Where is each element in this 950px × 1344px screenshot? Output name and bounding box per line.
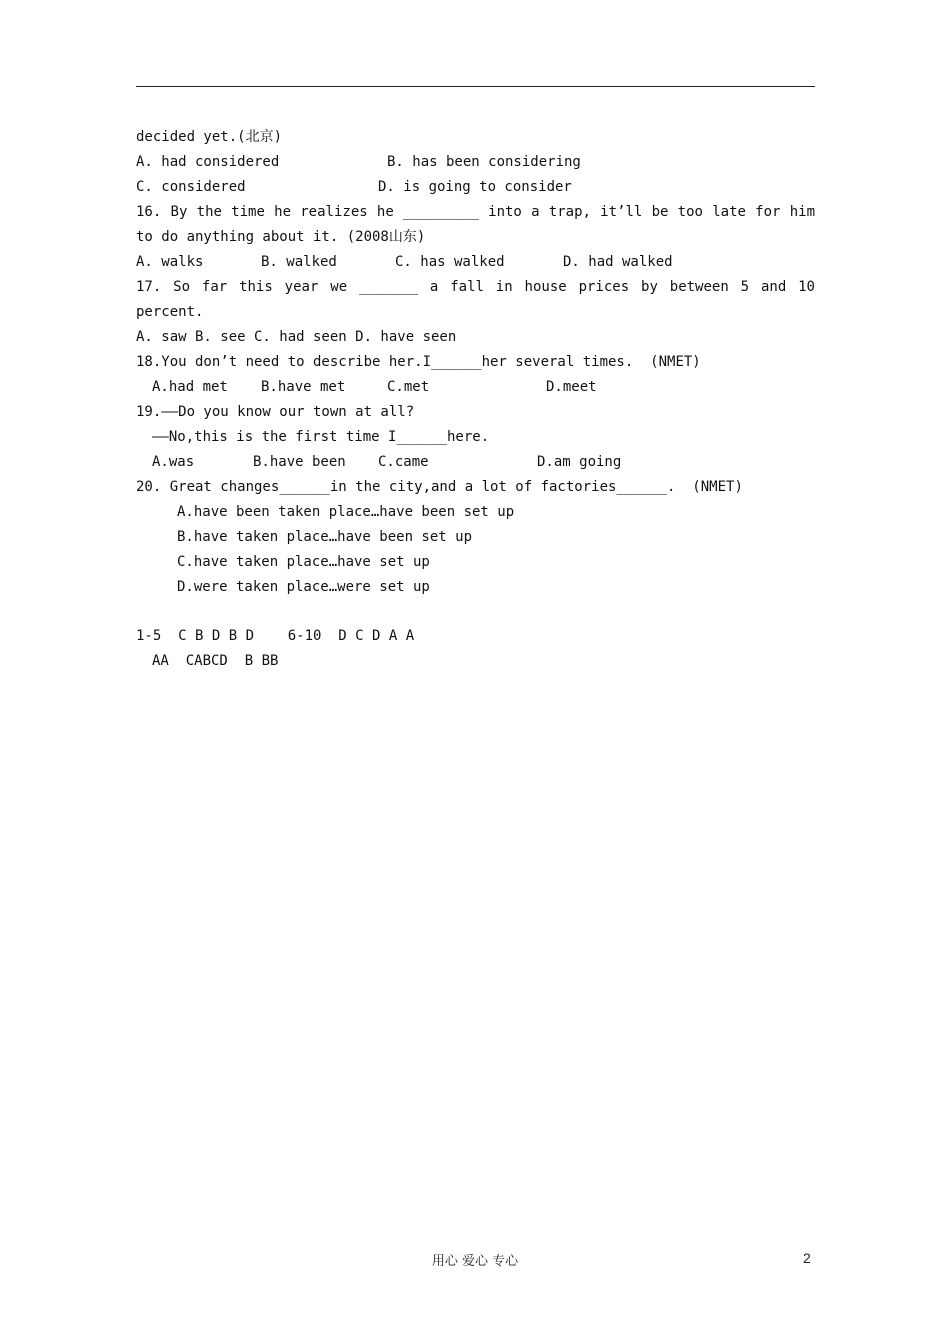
header-rule <box>136 86 815 87</box>
option-d: D. had walked <box>563 254 673 270</box>
option-c: C.met <box>387 379 430 395</box>
question-18: 18.You don’t need to describe her.I______her several times. (NMET) <box>136 354 701 370</box>
text-line: ——No,this is the first time I______here. <box>152 429 490 445</box>
option-b: B.have met <box>261 379 346 395</box>
option-c: C. has walked <box>395 254 505 270</box>
option-row <box>136 450 815 475</box>
option-a: A.had met <box>152 379 228 395</box>
option-row <box>136 375 815 400</box>
spacer <box>136 600 815 624</box>
option-a: A. had considered <box>136 154 280 170</box>
option-d: D. is going to consider <box>378 179 572 195</box>
option-b: B. has been considering <box>387 154 581 170</box>
option-c: C.have taken place…have set up <box>177 554 430 570</box>
document-body <box>136 125 815 674</box>
text-line: percent. <box>136 304 204 320</box>
footer-motto: 用心 爱心 专心 <box>431 1254 519 1269</box>
option-a: A.was <box>152 454 195 470</box>
answer-key: AA CABCD B BB <box>152 653 279 669</box>
option-d: D.am going <box>537 454 622 470</box>
option-c: C. considered <box>136 179 246 195</box>
question-19: 19.——Do you know our town at all? <box>136 404 415 420</box>
option-row: A. saw B. see C. had seen D. have seen <box>136 329 457 345</box>
answer-key: 1-5 C B D B D 6-10 D C D A A <box>136 628 415 644</box>
option-row <box>136 175 815 200</box>
option-row <box>136 250 815 275</box>
option-b: B. walked <box>261 254 337 270</box>
option-b: B.have been <box>253 454 346 470</box>
text-line: decided yet.(北京) <box>136 129 283 145</box>
page-number: 2 <box>803 1250 811 1266</box>
text-line: to do anything about it. (2008山东) <box>136 229 426 245</box>
option-d: D.meet <box>546 379 597 395</box>
option-row <box>136 150 815 175</box>
option-d: D.were taken place…were set up <box>177 579 430 595</box>
option-a: A.have been taken place…have been set up <box>177 504 515 520</box>
question-20: 20. Great changes______in the city,and a lot of factories______. (NMET) <box>136 479 743 495</box>
option-c: C.came <box>378 454 429 470</box>
question-16: 16. By the time he realizes he _________ into a trap, it’ll be too late for him <box>136 204 815 220</box>
question-17: 17. So far this year we _______ a fall in house prices by between 5 and 10 <box>136 279 815 295</box>
option-b: B.have taken place…have been set up <box>177 529 473 545</box>
option-a: A. walks <box>136 254 204 270</box>
